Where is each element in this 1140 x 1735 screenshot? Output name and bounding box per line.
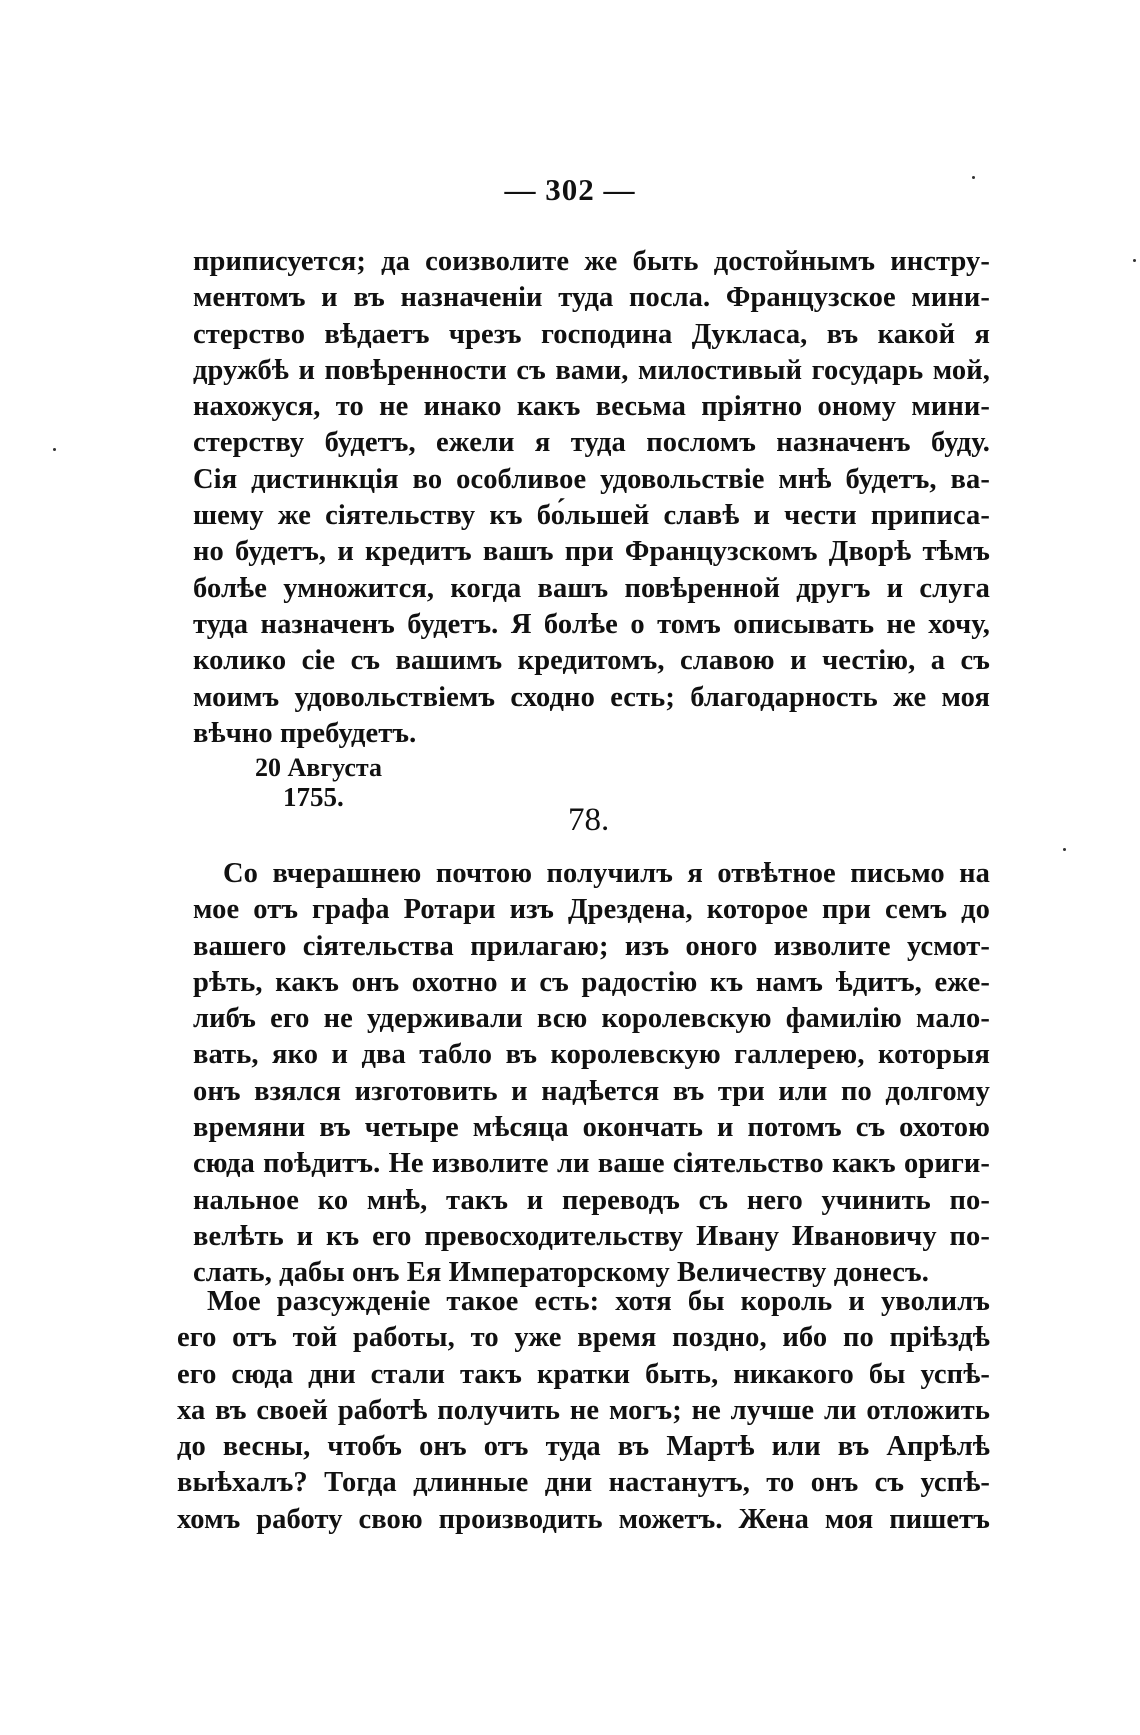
text-line: выѣхалъ? Тогда длинные дни настанутъ, то онъ съ успѣ- — [177, 1467, 990, 1499]
text-line: его отъ той работы, то уже время поздно, ибо по пріѣздѣ — [177, 1322, 990, 1354]
text-line: но будетъ, и кредитъ вашъ при Французскомъ Дворѣ тѣмъ — [193, 536, 990, 568]
text-line: шему же сіятельству къ бо́льшей славѣ и чести приписа- — [193, 500, 990, 532]
scan-speck — [972, 176, 975, 179]
text-line: дружбѣ и повѣренности съ вами, милостивый государь мой, — [193, 354, 990, 386]
text-line: вашего сіятельства прилагаю; изъ оного изволите усмот- — [193, 930, 990, 962]
letter-body-paragraph — [193, 244, 990, 752]
text-line: стерство вѣдаетъ чрезъ господина Дукласа, въ какой я — [193, 318, 990, 350]
text-line: вѣчно пребудетъ. — [193, 717, 417, 749]
text-line: до весны, чтобъ онъ отъ туда въ Мартѣ или въ Апрѣлѣ — [177, 1431, 990, 1463]
text-line: мое отъ графа Ротари изъ Дрездена, которое при семъ до — [193, 894, 990, 926]
text-line: сюда поѣдитъ. Не изволите ли ваше сіятельство какъ ориги- — [193, 1148, 990, 1180]
text-line: времяни въ четыре мѣсяца окончать и потомъ съ охотою — [193, 1112, 990, 1144]
text-line: приписуется; да соизволите же быть достойнымъ инстру- — [193, 246, 990, 277]
text-line: вать, яко и два табло въ королевскую галлерею, которыя — [193, 1039, 990, 1071]
text-line: Со вчерашнею почтою получилъ я отвѣтное письмо на — [223, 858, 990, 889]
text-line: велѣть и къ его превосходительству Ивану Ивановичу по- — [193, 1220, 990, 1252]
text-line: болѣе умножится, когда вашъ повѣренной другъ и слуга — [193, 572, 990, 604]
text-line: туда назначенъ будетъ. Я болѣе о томъ описывать не хочу, — [193, 608, 990, 640]
scan-speck — [1063, 848, 1066, 851]
letter-body-paragraph — [177, 1284, 990, 1538]
text-line: нальное ко мнѣ, такъ и переводъ съ него учинить по- — [193, 1184, 990, 1216]
text-line: моимъ удовольствіемъ сходно есть; благодарность же моя — [193, 681, 990, 713]
text-line: Сія дистинкція во особливое удовольствіе мнѣ будетъ, ва- — [193, 463, 990, 495]
text-line: ментомъ и въ назначеніи туда посла. Французское мини- — [193, 282, 990, 314]
text-line: либъ его не удерживали всю королевскую фамилію мало- — [193, 1003, 990, 1035]
text-line: онъ взялся изготовить и надѣется въ три или по долгому — [193, 1075, 990, 1107]
letter-number-heading: 78. — [568, 802, 610, 838]
letter-date-day-month: 20 Августа — [255, 753, 382, 782]
text-line: Мое разсужденіе такое есть: хотя бы король и уволилъ — [207, 1286, 990, 1317]
scan-speck — [53, 448, 56, 451]
page-number: — 302 — — [504, 172, 636, 207]
text-line: хомъ работу свою производить можетъ. Жена моя пишетъ — [177, 1503, 990, 1535]
letter-body-paragraph — [193, 856, 990, 1292]
text-line: стерству будетъ, ежели я туда посломъ назначенъ буду. — [193, 427, 990, 459]
text-line: нахожуся, то не инако какъ весьма пріятно оному мини- — [193, 391, 990, 423]
letter-date-year: 1755. — [283, 782, 344, 812]
text-line: ха въ своей работѣ получить не могъ; не лучше ли отложить — [177, 1394, 990, 1426]
text-line: его сюда дни стали такъ кратки быть, никакого бы успѣ- — [177, 1358, 990, 1390]
text-line: рѣть, какъ онъ охотно и съ радостію къ намъ ѣдитъ, еже- — [193, 966, 990, 998]
scan-speck — [1133, 259, 1136, 262]
text-line: колико сіе съ вашимъ кредитомъ, славою и честію, а съ — [193, 645, 990, 677]
text-line: слать, дабы онъ Ея Императорскому Величеству донесъ. — [193, 1257, 929, 1289]
